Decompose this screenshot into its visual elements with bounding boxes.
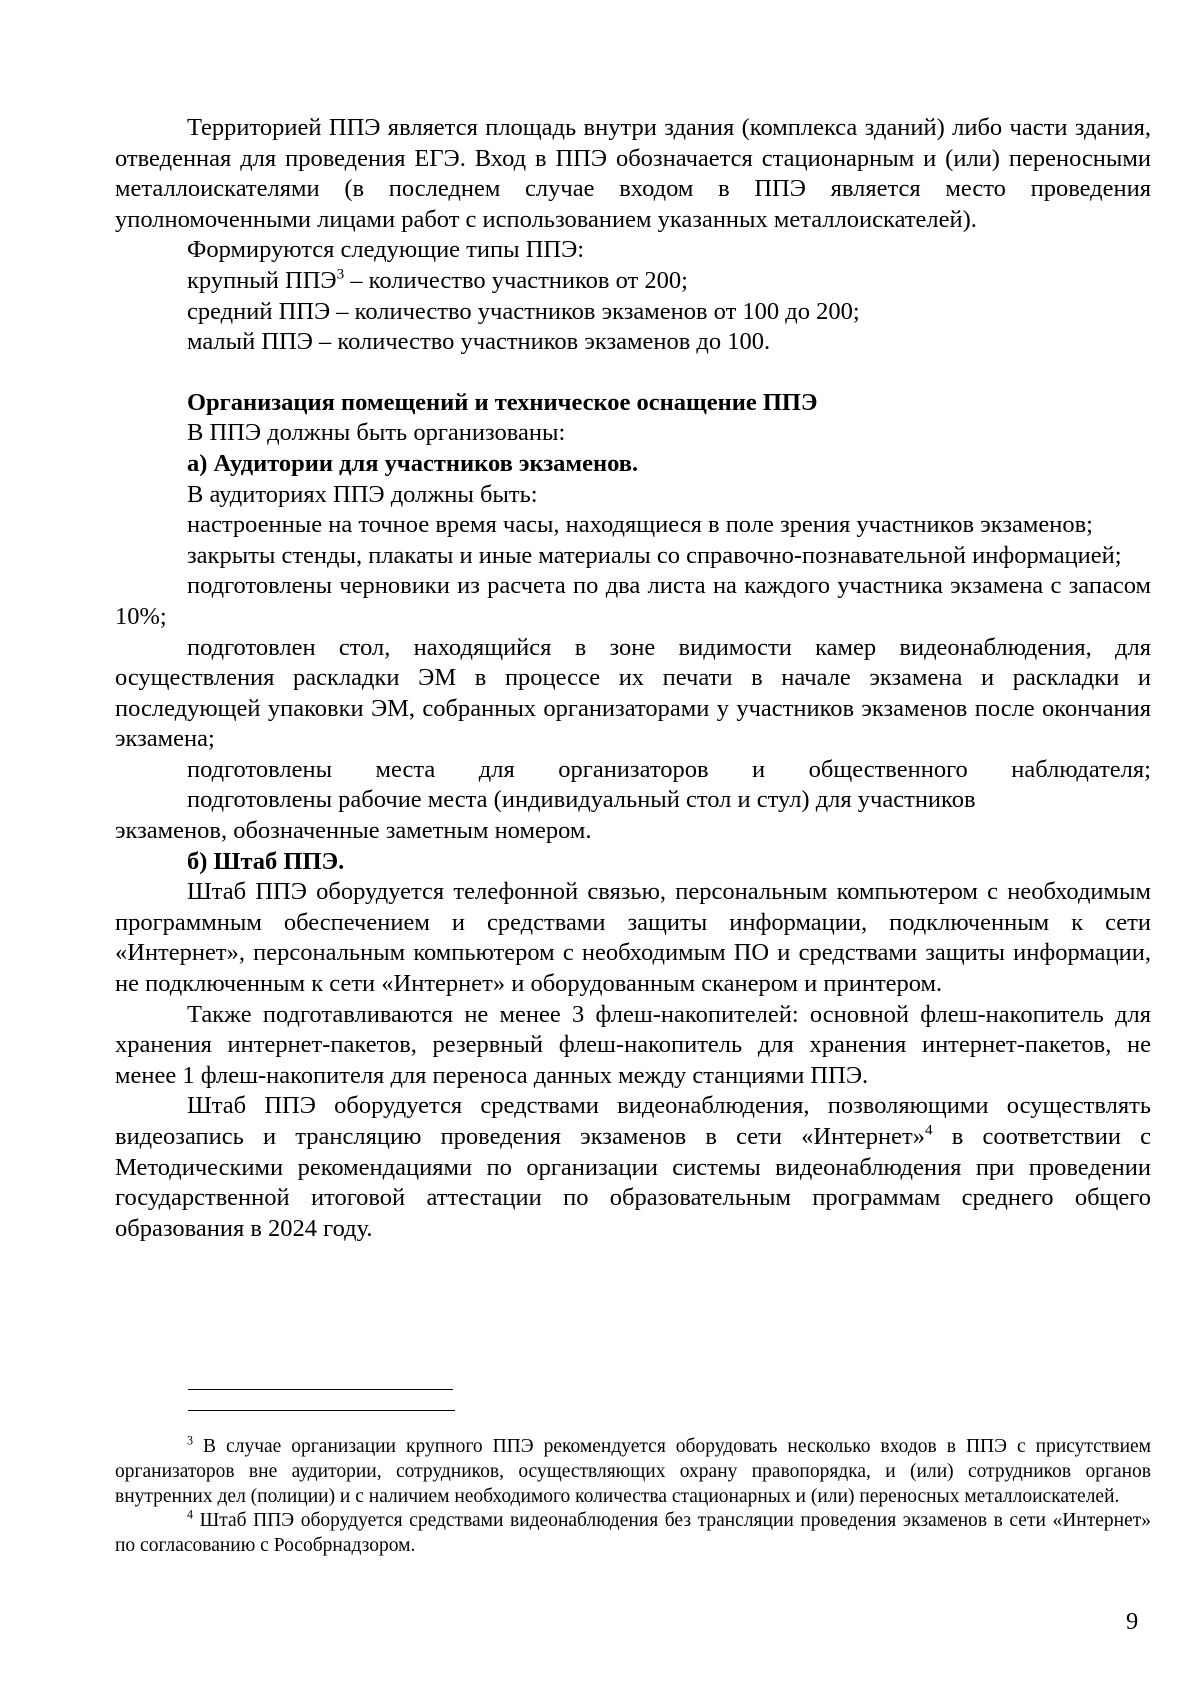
footnote-separator-continuation <box>188 1410 455 1411</box>
paragraph-hq-equipment: Штаб ППЭ оборудуется телефонной связью, персональным компьютером с необходимым программным обеспечением и средствами защиты информации, подключенным к сети «Интернет», персональным компьютером с необходимым ПО и средствами защиты информации, не подключенным к сети «Интернет» и оборудованным сканером и принтером. <box>115 878 1151 998</box>
footnote-text: В случае организации крупного ППЭ рекомендуется оборудовать несколько входов в ППЭ с присутствием организаторов вне аудитории, сотрудников, осуществляющих охрану правопорядка, и (или) сотрудников органов внутренних дел (полиции) и с наличием необходимого количества стационарных и (или) переносных металлоискателей. <box>115 1436 1151 1507</box>
list-item-medium: средний ППЭ – количество участников экзаменов от 100 до 200; <box>187 297 860 325</box>
paragraph-video <box>115 1091 1151 1244</box>
list-item-small: малый ППЭ – количество участников экзаменов до 100. <box>187 328 771 356</box>
subsection-a-intro: В аудиториях ППЭ должны быть: <box>187 480 538 508</box>
footnote-4 <box>115 1509 1151 1559</box>
paragraph-flash-drives: Также подготавливаются не менее 3 флеш-накопителей: основной флеш-накопитель для хранения интернет-пакетов, резервный флеш-накопитель для хранения интернет-пакетов, не менее 1 флеш-накопителя для переноса данных между станциями ППЭ. <box>115 1000 1151 1089</box>
video-text-b: в соответствии с Методическими рекомендациями по организации системы видеонаблюдения при проведении государственной итоговой аттестации по образовательным программам среднего общего образования в 2024 году. <box>115 1123 1151 1242</box>
footnote-3 <box>115 1435 1151 1509</box>
footnote-text: Штаб ППЭ оборудуется средствами видеонаблюдения без трансляции проведения экзаменов в сети «Интернет» по согласованию с Рособрнадзором. <box>115 1510 1151 1557</box>
footnotes <box>115 1435 1151 1559</box>
page-number: 9 <box>1126 1608 1139 1635</box>
section-heading: Организация помещений и техническое оснащение ППЭ <box>187 388 818 416</box>
paragraph-territory: Территорией ППЭ является площадь внутри здания (комплекса зданий) либо части здания, отведенная для проведения ЕГЭ. Вход в ППЭ обозначается стационарным и (или) переносными металлоискателями (в последнем случае входом в ППЭ является место проведения уполномоченными лицами работ с использованием указанных металлоискателей). <box>115 114 1151 233</box>
large-text: – количество участников от 200; <box>344 266 688 294</box>
video-text-a: Штаб ППЭ оборудуется средствами видеонаблюдения, позволяющими осуществлять видеозапись и трансляцию проведения экзаменов в сети «Интернет» <box>115 1092 1151 1150</box>
list-item-workplaces-line2: экзаменов, обозначенные заметным номером. <box>115 817 592 845</box>
footnote-ref-4: 4 <box>924 1121 933 1139</box>
list-item-workplaces-line1: подготовлены рабочие места (индивидуальный стол и стул) для участников <box>187 786 976 814</box>
list-item-large <box>115 266 1151 297</box>
footnote-mark: 3 <box>187 1433 194 1448</box>
main-text <box>115 113 1151 1244</box>
large-label: крупный ППЭ <box>187 266 337 294</box>
list-item: закрыты стенды, плакаты и иные материалы со справочно-познавательной информацией; <box>187 541 1122 569</box>
section-intro: В ППЭ должны быть организованы: <box>187 419 566 447</box>
list-item: подготовлен стол, находящийся в зоне видимости камер видеонаблюдения, для осуществления раскладки ЭМ в процессе их печати в начале экзамена и раскладки и последующей упаковки ЭМ, собранных организаторами у участников экзаменов после окончания экзамена; <box>115 633 1151 753</box>
spacer <box>115 358 1151 388</box>
list-item: подготовлены черновики из расчета по два листа на каждого участника экзамена с запасом 10%; <box>115 572 1151 630</box>
subsection-b-heading: б) Штаб ППЭ. <box>187 847 345 875</box>
subsection-a-heading: а) Аудитории для участников экзаменов. <box>187 449 639 477</box>
paragraph-types-intro: Формируются следующие типы ППЭ: <box>187 236 585 264</box>
footnote-separator <box>188 1389 453 1390</box>
footnote-ref-3: 3 <box>336 265 345 283</box>
footnote-mark: 4 <box>187 1507 194 1522</box>
list-item: настроенные на точное время часы, находящиеся в поле зрения участников экзаменов; <box>187 511 1093 539</box>
list-item: подготовлены места для организаторов и общественного наблюдателя; <box>187 755 1151 783</box>
